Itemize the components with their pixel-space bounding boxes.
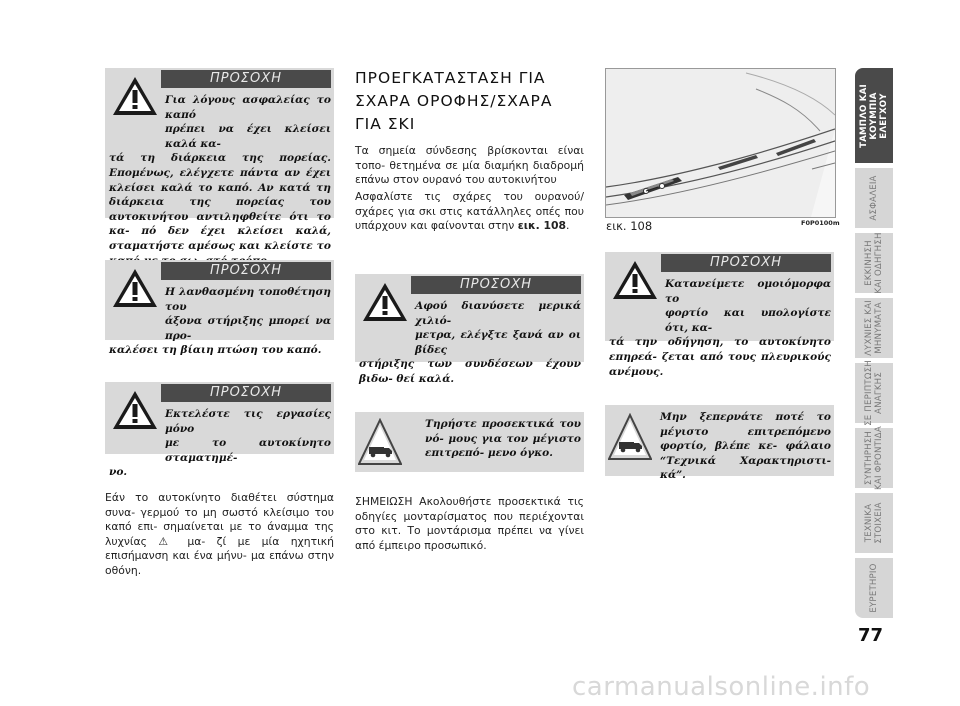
secure-racks-suffix: . <box>566 219 570 233</box>
warning-label: ΠΡΟΣΟΧΗ <box>161 262 331 280</box>
warning-line: Εκτελέστε τις εργασίες μόνο <box>165 408 331 435</box>
tab-label: ΕΚΚΙΝΗΣΗ ΚΑΙ ΟΔΗΓΗΣΗ <box>864 232 884 294</box>
warning-box-stationary <box>105 382 334 479</box>
warning-label: ΠΡΟΣΟΧΗ <box>161 384 331 402</box>
warning-box-support-rod <box>105 260 334 357</box>
heading-line: ΠΡΟΕΓΚΑΤΑΣΤΑΣΗ ΓΙΑ <box>355 69 546 87</box>
tab-label: ΛΥΧΝΙΕΣ ΚΑΙ ΜΗΝΥΜΑΤΑ <box>864 300 884 356</box>
tab-dashboard-controls[interactable] <box>855 68 893 163</box>
warning-line: Για λόγους ασφαλείας το καπό <box>165 94 331 121</box>
info-box-volume <box>355 412 584 472</box>
vehicle-load-icon <box>358 418 402 468</box>
tab-technical-data[interactable] <box>855 493 893 553</box>
attachment-points-paragraph: Τα σημεία σύνδεσης βρίσκονται είναι τοπο- θετημένα σε μία διαμήκη διαδρομή επάνω στον ουρανό του αυτοκινήτου <box>355 144 584 187</box>
roof-rack-illustration <box>606 69 835 217</box>
warning-rest: τά τη διάρκεια της πορείας. Επομένως, ελέγχετε πάντα αν έχει κλείσει καλά το καπό. Αν κατά τη διάρκεια της πορείας του αυτοκινήτου αντιληφθείτε ότι το κα- πό δεν έχει κλείσει καλά, σταματήστε αμέσως και κλείστε το <box>109 152 331 252</box>
watermark: carmanualsonline.info <box>572 672 871 702</box>
figure-code: F0P0100m <box>801 219 840 227</box>
warning-line: Κατανείμετε ομοιόμορφα το <box>665 278 831 305</box>
warning-box-bonnet-closed <box>105 68 334 252</box>
warning-label: ΠΡΟΣΟΧΗ <box>661 254 831 272</box>
warning-line: Η λανθασμένη τοποθέτηση του <box>165 286 331 313</box>
info-text: Μην ξεπερνάτε ποτέ το μέγιστο επιτρεπόμενο φορτίο, βλέπε κε- φάλαιο “Τεχνικά Χαρακτηριστι- κά”. <box>660 411 831 482</box>
tab-warning-lights[interactable] <box>855 298 893 358</box>
tab-label: ΣΥΝΤΗΡΗΣΗ ΚΑΙ ΦΡΟΝΤΙΔΑ <box>864 426 884 490</box>
warning-text <box>609 277 831 379</box>
warning-label: ΠΡΟΣΟΧΗ <box>411 276 581 294</box>
tab-safety[interactable] <box>855 168 893 228</box>
warning-line: μετρα, ελέγξτε ξανά αν οι βίδες <box>415 329 581 356</box>
note-paragraph: ΣΗΜΕΙΩΣΗ Ακολουθήστε προσεκτικά τις οδηγίες μονταρίσματος που περιέχονται στο κιτ. Το μοντάρισμα πρέπει να γίνει από έμπειρο προσωπικό. <box>355 495 584 552</box>
heading-line: ΣΧΑΡΑ ΟΡΟΦΗΣ/ΣΧΑΡΑ <box>355 92 553 110</box>
figure-reference[interactable]: εικ. 108 <box>517 219 567 233</box>
tab-label: ΑΣΦΑΛΕΙΑ <box>869 175 879 221</box>
page-number: 77 <box>858 625 884 646</box>
warning-box-load-distribution <box>605 252 834 378</box>
warning-rest: τά την οδήγηση, το αυτοκίνητο επηρεά- ζεται από τους πλευρικούς ανέμους. <box>609 336 831 378</box>
tab-label: ΕΥΡΕΤΗΡΙΟ <box>869 563 879 613</box>
vehicle-load-icon <box>608 413 652 463</box>
warning-text <box>109 93 331 268</box>
figure-caption: εικ. 108 <box>606 219 653 233</box>
tab-starting-driving[interactable] <box>855 233 893 293</box>
info-text: Τηρήστε προσεκτικά του νό- μους για τον μέγιστο επιτρεπό- μενο όγκο. <box>425 418 581 460</box>
warning-line: με το αυτοκίνητο σταματημέ- <box>165 437 331 464</box>
warning-text <box>109 407 331 480</box>
heading-line: ΓΙΑ ΣΚΙ <box>355 115 416 133</box>
tab-maintenance[interactable] <box>855 428 893 488</box>
warning-text <box>359 299 581 387</box>
tab-index[interactable] <box>855 558 893 618</box>
warning-rest: καλέσει τη βίαιη πτώση του καπό. <box>109 344 322 357</box>
warning-line: Αφού διανύσετε μερικά χιλιό- <box>415 300 581 327</box>
secure-racks-text: Ασφαλίστε τις σχάρες του ουρανού/σχάρες για σκι στις κατάλληλες οπές που υπάρχουν και φαίνονται στην <box>355 190 584 233</box>
tab-label: ΤΑΜΠΛΟ ΚΑΙ ΚΟΥΜΠΙΑ ΕΛΕΓΧΟΥ <box>859 83 889 148</box>
warning-line: άξονα στήριξης μπορεί να προ- <box>165 315 331 342</box>
warning-line: πρέπει να έχει κλείσει καλά κα- <box>165 123 331 150</box>
roof-figure <box>605 68 836 218</box>
warning-label: ΠΡΟΣΟΧΗ <box>161 70 331 88</box>
alarm-paragraph: Εάν το αυτοκίνητο διαθέτει σύστημα συνα- γερμού το μη σωστό κλείσιμο του καπό επι- σημαίνεται με το άναμμα της λυχνίας ⚠ μα- ζί με μία ηχητική επισήμανση και ένα μήνυ- μα επάνω στην οθόνη. <box>105 491 334 577</box>
info-box-max-load <box>605 405 834 482</box>
warning-rest: στήριξης των συνδέσεων έχουν βιδω- θεί καλά. <box>359 358 581 385</box>
tab-label: ΣΕ ΠΕΡΙΠΤΩΣΗ ΑΝΑΓΚΗΣ <box>864 360 884 426</box>
tab-label: ΤΕΧΝΙΚΑ ΣΤΟΙΧΕΙΑ <box>864 502 884 544</box>
warning-rest: νο. <box>109 466 128 479</box>
secure-racks-paragraph <box>355 190 584 234</box>
warning-line: φορτίο και υπολογίστε ότι, κα- <box>665 307 831 334</box>
warning-text <box>109 285 331 358</box>
tab-emergency[interactable] <box>855 360 893 426</box>
warning-box-check-screws <box>355 274 584 385</box>
